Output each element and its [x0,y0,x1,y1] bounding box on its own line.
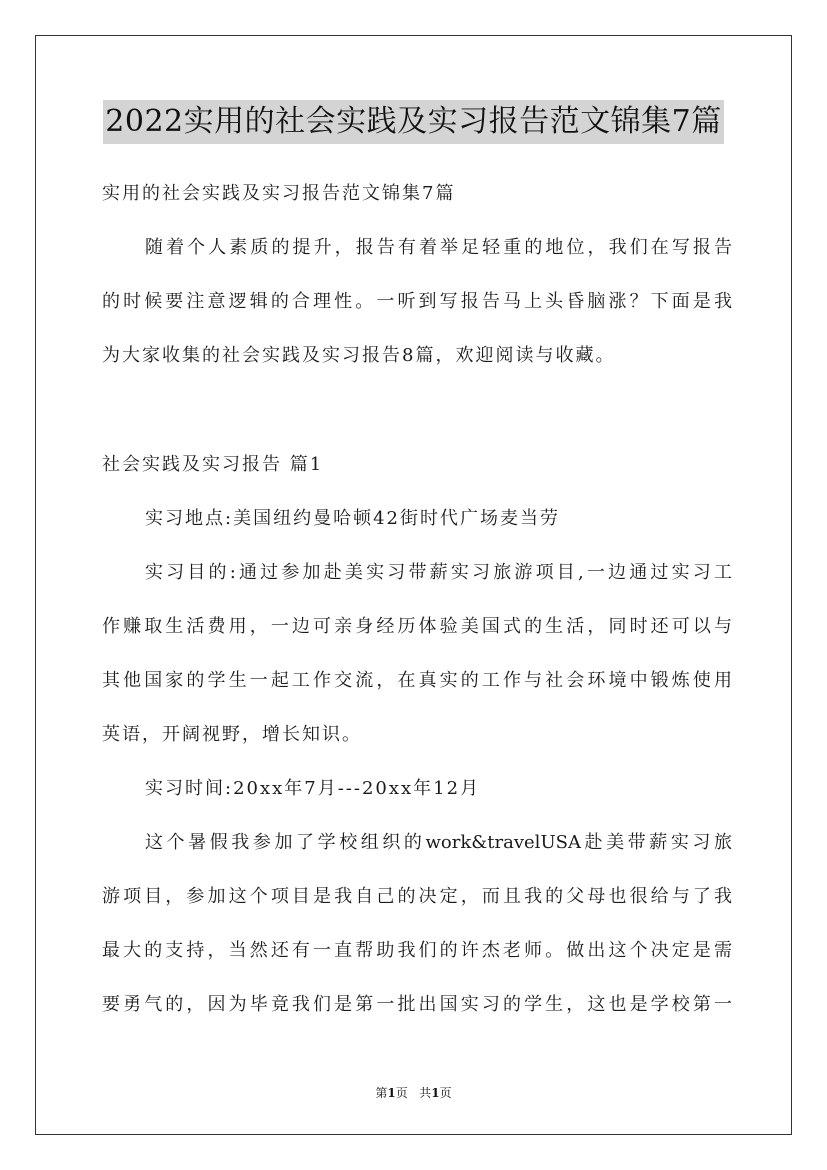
body-line-2: 游项目，参加这个项目是我自己的决定，而且我的父母也很给与了我 [102,886,732,907]
body-line-1: 这个暑假我参加了学校组织的work&travelUSA赴美带薪实习旅 [145,832,732,853]
purpose-line-4: 英语，开阔视野，增长知识。 [102,724,362,745]
footer-mid: 页 共 [395,1086,432,1100]
time-line: 实习时间:20xx年7月---20xx年12月 [145,778,481,799]
purpose-line-1: 实习目的:通过参加赴美实习带薪实习旅游项目,一边通过实习工 [145,562,732,583]
intro-line-2: 的时候要注意逻辑的合理性。一听到写报告马上头昏脑涨？下面是我 [102,291,732,312]
intro-line-3: 为大家收集的社会实践及实习报告8篇，欢迎阅读与收藏。 [102,345,616,366]
footer-suffix: 页 [439,1086,452,1100]
purpose-line-3: 其他国家的学生一起工作交流，在真实的工作与社会环境中锻炼使用 [102,670,732,691]
section-heading: 社会实践及实习报告 篇1 [102,454,324,475]
subtitle: 实用的社会实践及实习报告范文锦集7篇 [102,183,456,204]
intro-line-1: 随着个人素质的提升，报告有着举足轻重的地位，我们在写报告 [145,237,732,258]
purpose-line-2: 作赚取生活费用，一边可亲身经历体验美国式的生活，同时还可以与 [102,616,732,637]
footer-page-total: 1 [431,1086,440,1100]
page-footer [0,1085,827,1101]
title-container [0,100,827,144]
document-title: 2022实用的社会实践及实习报告范文锦集7篇 [103,100,723,144]
body-line-3: 最大的支持，当然还有一直帮助我们的许杰老师。做出这个决定是需 [102,940,732,961]
body-line-4: 要勇气的，因为毕竟我们是第一批出国实习的学生，这也是学校第一 [102,994,732,1015]
footer-page-number: 1 [387,1086,396,1100]
location-line: 实习地点:美国纽约曼哈顿42街时代广场麦当劳 [145,508,560,529]
footer-prefix: 第 [375,1086,388,1100]
